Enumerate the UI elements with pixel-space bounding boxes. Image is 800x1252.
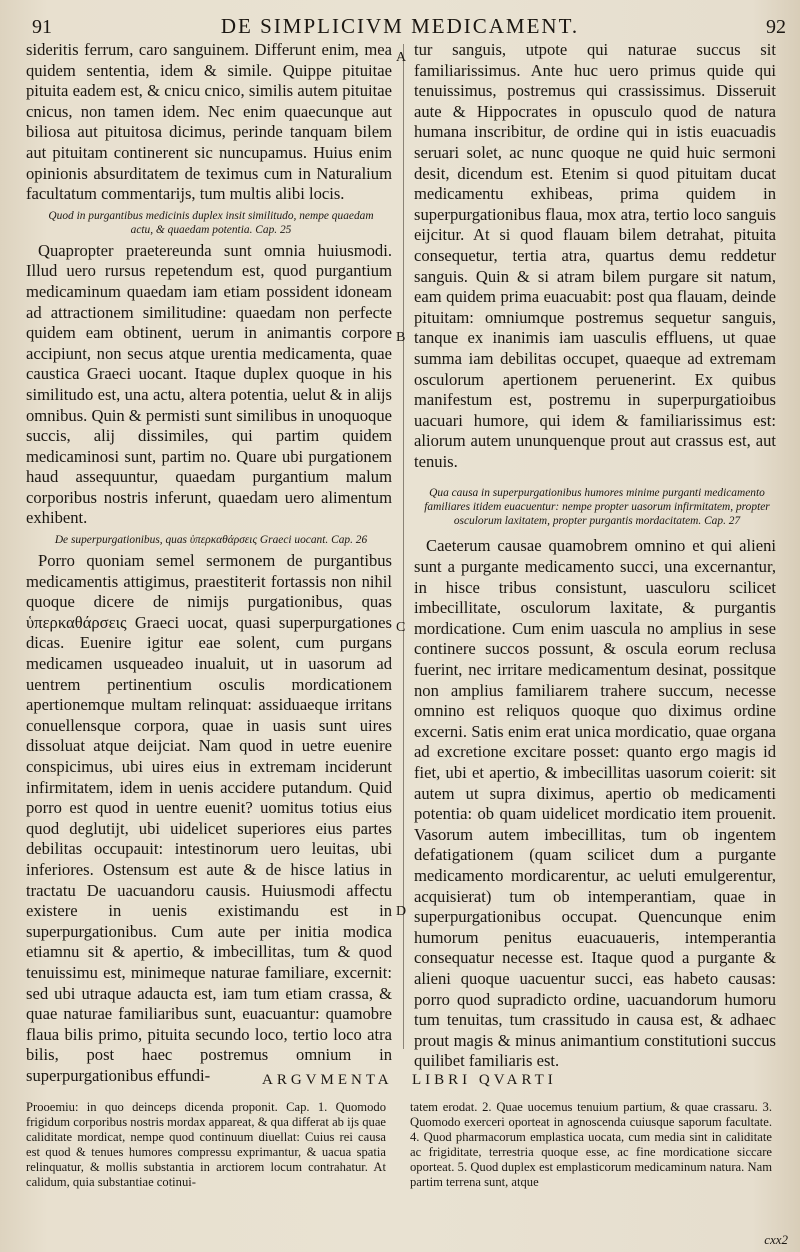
paragraph: Porro quoniam semel sermonem de purgantibus medicamentis attigimus, praestiterit fortassis non nihil quoque dicere de nimijs purgationibus, quas ὑπερκαθάρσεις Graeci uocat, quasi superpurgationes dicas. Euenire igitur eae solent, cum purgans medicamen usqueadeo inualuit, ut in uasorum ad uentrem pertinentium osculis mordicationem apertionemque multam relinquat: assiduaeque irritans conuellensque corpora, quae in uasis sunt uires dissoluat atque deijciat. Nam quod in uetre euenire conspicimus, ubi uires eius in extremam inciderunt infirmitatem, idem in uenis accidere putandum. Quid porro est quod in uentre euenit? uomitus totius eius quod deglutijt, ubi uidelicet superiores eius partes debilitas occupauit: intestinorum uero leuitas, ubi inferiores. Ostensum est aute & de hisce latius in tractatu De uacuandoru causis. Huiusmodi affectu existere in uenis existimandu est in superpurgationibus. Cum aute per initia modica etiamnu sit & apertio, & imbecillitas, tum & quod tenuissimu est, minimeque naturae familiare, excernit: sed ubi utraque adaucta est, iam tum etiam crassa, & quae naturae familiaribus sunt, euacuantur: quamobre flaua bilis primo, pituita secundo loco, tertio loco atra bilis, post haec postremus omnium in superpurgationibus effundi-: [26, 551, 392, 1085]
chapter-heading: Qua causa in superpurgationibus humores minime purganti medicamento familiares itidem euacuentur: nempe propter uasorum infirmitatem, propter osculorum laxitatem, propter purgantis mordacitatem. Cap. 27: [424, 487, 770, 528]
argument-text-left: Prooemiu: in quo deinceps dicenda proponit. Cap. 1. Quomodo frigidum corporibus nostris mordax appareat, & qua differat ab ijs quae caliditate mordicat, nempe quod continuum diuellat: Cuius rei causa est quod & tenues humores compressu exprimantur, & uacua spatia relinquatur, & mollis substantia in arctiorem locum contrahatur. At calidum, quia substantiae cotinui-: [26, 1100, 386, 1189]
right-column: [414, 40, 776, 1072]
margin-marker-b: B: [396, 330, 406, 345]
left-column: [26, 40, 392, 1087]
column-divider: [403, 44, 404, 1049]
margin-marker-c: C: [396, 620, 406, 635]
paragraph: Quapropter praetereunda sunt omnia huiusmodi. Illud uero rursus repetendum est, quod purgantium medicaminum quaedam iam etiam possident idoneam ad attractionem similitudine: quaedam non perfecte quidem eam obtinent, uerum in animantis corpore accipiunt, non secus atque urentia medicamenta, quae caustica Graeci uocant. Itaque duplex quoque in his similitudo est, una actu, altera potentia, uelut & in alijs omnibus. Quin & permisti sunt similibus in unoquoque succis, alij dissimiles, qui partim quidem medicaminosi sunt, partim no. Quare ubi purgationem haud assequuntur, quaedam purgantium malum corporibus nostris inferunt, quaedam uero alimentum exhibent.: [26, 240, 392, 528]
paragraph: Caeterum causae quamobrem omnino et qui alieni sunt a purgante medicamento succi, una excernantur, in hisce tribus consistunt, uasculoru scilicet imbecillitate, osculorum laxitate, & purgantis mordicatione. Cum enim uascula no amplius in sese continere succos possunt, & oscula eorum reclusa fuerint, nec irritare medicamentum desinat, possitque non amplius familiarem trahere succum, necesse omnino est reliquos quoque quo diximus ordine excerni. Satis enim erat unica mordicatio, quae organa ad excretione excitare posset: quanto ergo magis id fiet, ubi et apertio, & imbecillitas uasorum coierit: sit autem ut supra diximus, apertio ob medicamenti potentia: ob quam uidelicet mordicatio item prouenit. Vasorum autem imbecillitas, tum ob ingentem defatigationem (quam scilicet dum a purgante medicamento mordicarentur, ac ueluti emulgerentur, acquisierat) tum ob intemperantiam, quae in superpurgationibus occupat. Quencunque enim humorum penitus euacuaueris, intemperantia consequatur necesse est. Itaque quod a purgante & alieni quoque uacuentur succi, eas habeto causas: porro quod supradicto ordine, uacuandorum humoru tum tenuitas, tum crassitudo in causa est, & adhaec prout magis & minus animantium constitutioni succus quilibet familiaris est.: [414, 536, 776, 1071]
argument-text-right: tatem erodat. 2. Quae uocemus tenuium partium, & quae crassaru. 3. Quomodo exerceri oporteat in agnoscenda cuiusque saporum facultate. 4. Quod pharmacorum emplastica uocata, cum media sint in caliditate ac frigiditate, terrestria quoque esse, ac fine mordicatione siccare oporteat. 5. Quod duplex est emplasticorum medicaminum natura. Nam partim terrena sunt, atque: [410, 1100, 772, 1189]
argument-section: [26, 1072, 776, 1252]
page-number-right: 92: [766, 16, 786, 38]
chapter-heading: De superpurgationibus, quas ὑπερκαθάρσεις Graeci uocant. Cap. 26: [54, 534, 368, 547]
page-header: [0, 2, 800, 38]
book-title: LIBRI QVARTI: [412, 1072, 557, 1088]
chapter-heading: Quod in purgantibus medicinis duplex insit similitudo, nempe quaedam actu, & quaedam potentia. Cap. 25: [48, 209, 374, 236]
paragraph: tur sanguis, utpote qui naturae succus sit familiarissimus. Ante huc uero primus quide qui tenuissimus, postremus qui crassissimus. Disseruit aute & Hippocrates in opusculo quod de natura humana inscribitur, de ordine qui in istis euacuadis seruari solet, ac nunc quoque ne quid huic sermoni desit, dicendum est. Etenim si quod pituitam ducat medicamentu exhibeas, prima quidem in superpurgationibus flaua, mox atra, tertio loco sanguis eijcitur. At si quod flauam bilem detrahat, pituita consequetur, tertia atra, quartus demu reddetur sanguis. Quin & si atram bilem purgare sit natum, eam quidem prima euacuabit: post qua flauam, deinde pituitam: omniumque postremus sequetur sanguis, tanque ex inanimis iam uasculis effluens, ut quae summa iam debilitas occupet, quaeque ad extremam osculorum apertionem peruenerint. Ex quibus manifestum est, postremu in superpurgatioibus uacuari humore, qui idem & familiarissimus est: aliorum autem ununquenque prout aut crassus est, aut tenuis.: [414, 40, 776, 471]
argument-title: ARGVMENTA: [262, 1072, 393, 1088]
margin-marker-d: D: [396, 904, 407, 919]
margin-marker-a: A: [396, 50, 407, 65]
signature-mark: cxx2: [764, 1232, 788, 1247]
paragraph: sideritis ferrum, caro sanguinem. Differunt enim, mea quidem sententia, idem & simile. Quippe pituitae pituita eadem est, & cnicu cnico, similis autem pituitae cnicus, non tamen idem. Nec enim quaecunque aut biliosa aut pituitosa dicimus, perinde tanquam bilem aut pituitam continerent sic nuncupamus. Huius enim opinionis absurditatem de teximus cum in Naturalium facultatum commentarijs, tum multis alibi locis.: [26, 40, 392, 204]
page-number-left: 91: [32, 16, 52, 38]
running-head: DE SIMPLICIVM MEDICAMENT.: [220, 14, 580, 38]
